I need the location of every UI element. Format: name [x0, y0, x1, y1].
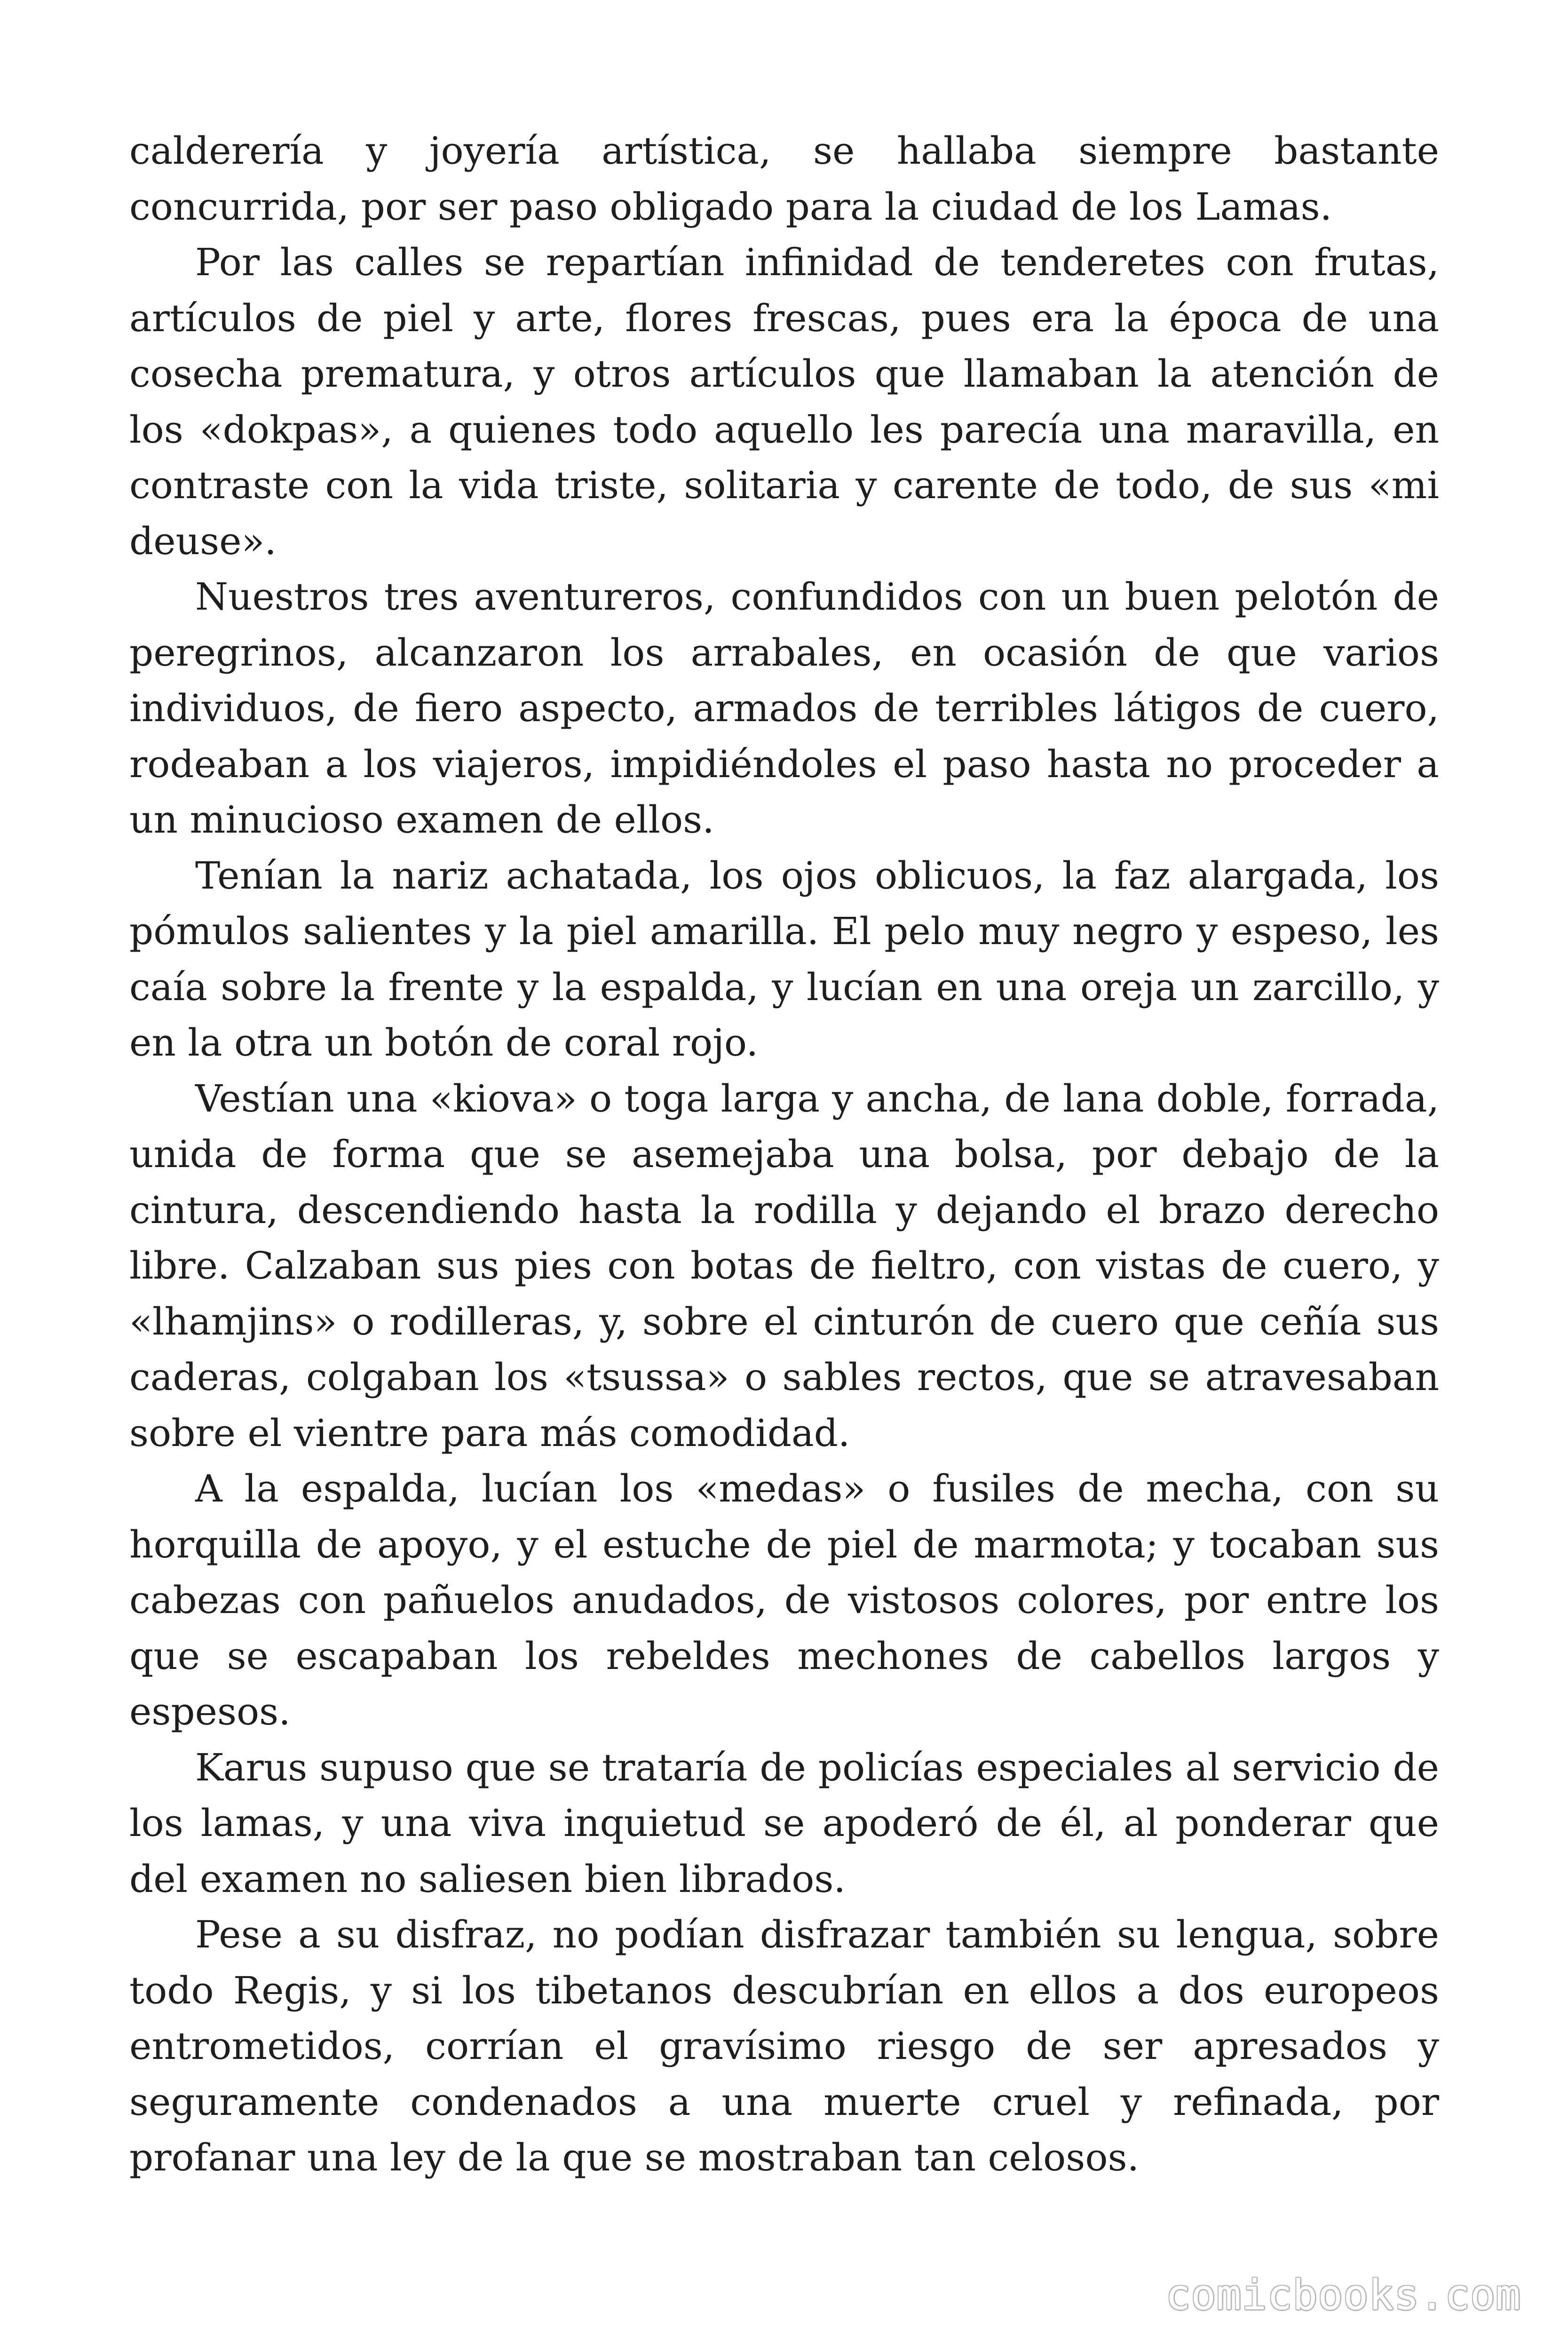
- paragraph-8: Pese a su disfraz, no podían disfrazar también su lengua, sobre todo Regis, y si los tibetanos descubrían en ellos a dos europeos entrometidos, corrían el gravísimo riesgo de ser apresados y seguramente condenados a una muerte cruel y refinada, por profanar una ley de la que se mostraban tan celosos.: [129, 1913, 1439, 2179]
- paragraph-3: Nuestros tres aventureros, confundidos con un buen pelotón de peregrinos, alcanzaron los arrabales, en ocasión de que varios individuos, de fiero aspecto, armados de terribles látigos de cuero, rodeaban a los viajeros, impidiéndoles el paso hasta no proceder a un minucioso examen de ellos.: [129, 575, 1439, 842]
- page-body: [129, 123, 1439, 2186]
- paragraph-6: A la espalda, lucían los «medas» o fusiles de mecha, con su horquilla de apoyo, y el estuche de piel de marmota; y tocaban sus cabezas con pañuelos anudados, de vistosos colores, por entre los que se escapaban los rebeldes mechones de cabellos largos y espesos.: [129, 1467, 1439, 1733]
- paragraph-1: calderería y joyería artística, se hallaba siempre bastante concurrida, por ser paso obligado para la ciudad de los Lamas.: [129, 129, 1439, 229]
- watermark: comicbooks.com: [1165, 2271, 1521, 2319]
- paragraph-4: Tenían la nariz achatada, los ojos oblicuos, la faz alargada, los pómulos salientes y la piel amarilla. El pelo muy negro y espeso, les caía sobre la frente y la espalda, y lucían en una oreja un zarcillo, y en la otra un botón de coral rojo.: [129, 853, 1439, 1065]
- paragraph-7: Karus supuso que se trataría de policías especiales al servicio de los lamas, y una viva inquietud se apoderó de él, al ponderar que del examen no saliesen bien librados.: [129, 1745, 1439, 1901]
- paragraph-2: Por las calles se repartían infinidad de tenderetes con frutas, artículos de piel y arte, flores frescas, pues era la época de una cosecha prematura, y otros artículos que llamaban la atención de los «dokpas», a quienes todo aquello les parecía una maravilla, en contraste con la vida triste, solitaria y carente de todo, de sus «mi deuse».: [129, 240, 1439, 563]
- paragraph-5: Vestían una «kiova» o toga larga y ancha, de lana doble, forrada, unida de forma que se asemejaba una bolsa, por debajo de la cintura, descendiendo hasta la rodilla y dejando el brazo derecho libre. Calzaban sus pies con botas de fieltro, con vistas de cuero, y «lhamjins» o rodilleras, y, sobre el cinturón de cuero que ceñía sus caderas, colgaban los «tsussa» o sables rectos, que se atravesaban sobre el vientre para más comodidad.: [129, 1076, 1439, 1455]
